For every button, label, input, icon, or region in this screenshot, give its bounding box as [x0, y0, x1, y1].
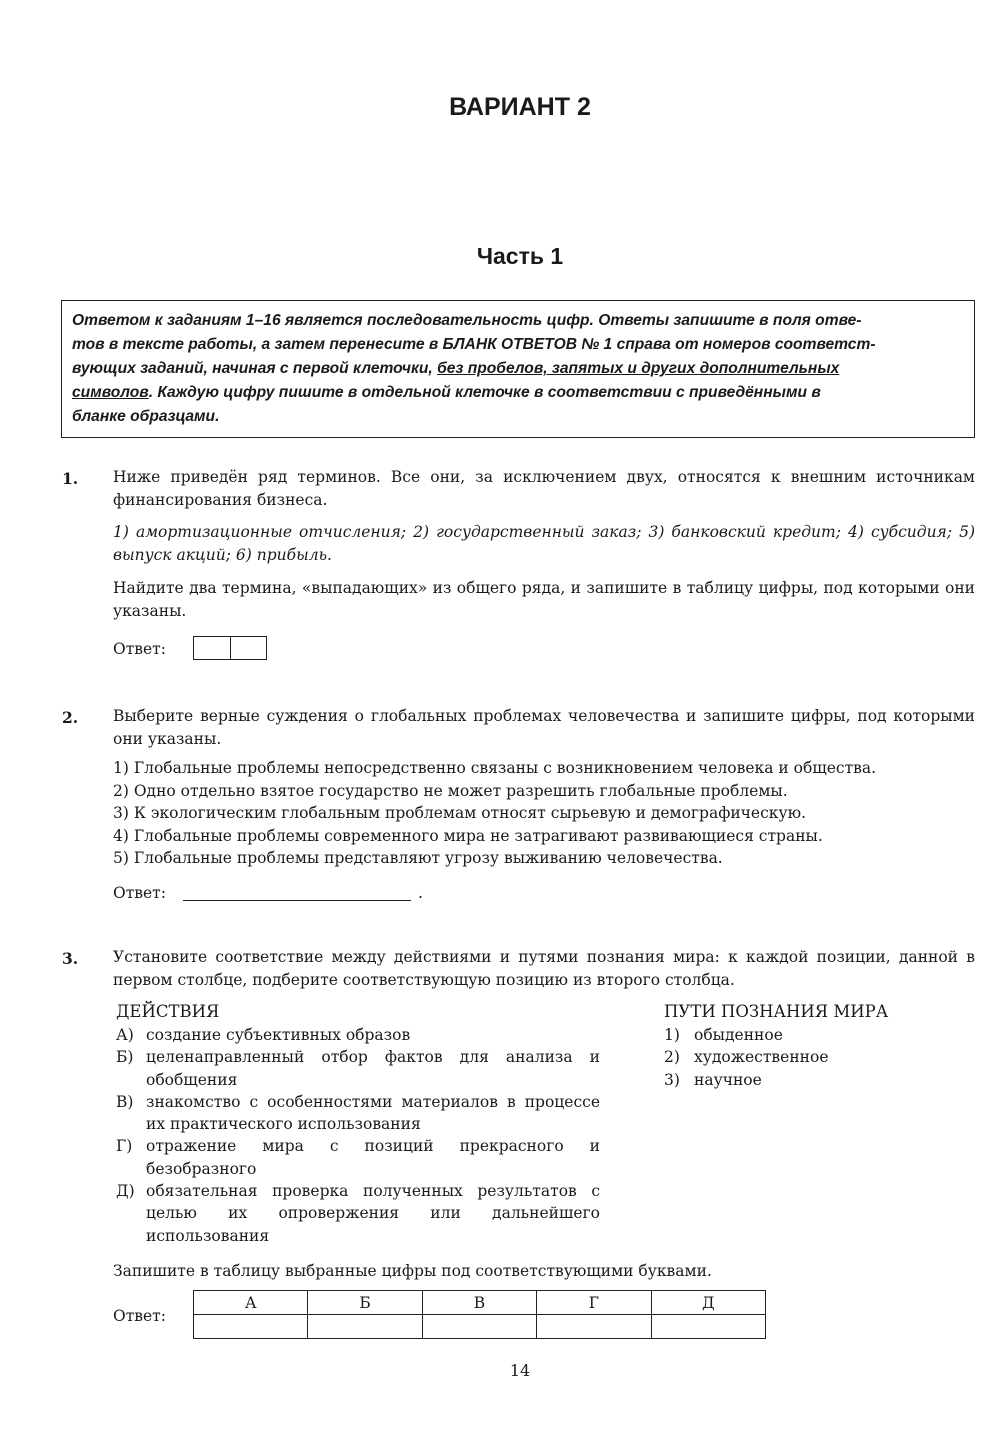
item-label: 2) — [664, 1048, 680, 1067]
task-2-answer-label: Ответ: — [113, 884, 166, 902]
item-text: создание субъективных образов — [146, 1026, 411, 1044]
task-2-answer-line[interactable] — [183, 900, 411, 901]
item-label: Г) — [116, 1137, 133, 1156]
table-header-cell: А — [194, 1291, 308, 1315]
table-header-cell: Б — [308, 1291, 422, 1315]
answer-cell[interactable] — [230, 637, 267, 659]
task-1-text: Ниже приведён ряд терминов. Все они, за исключением двух, относятся к внешним источникам финансирования бизнеса. — [113, 468, 975, 509]
table-header-cell: Д — [651, 1291, 765, 1315]
item-label: 1) — [664, 1026, 680, 1044]
option-item: 1) Глобальные проблемы непосредственно связаны с возникновением человека и общества. — [113, 759, 877, 777]
item-label: Б) — [116, 1048, 134, 1067]
part-title: Часть 1 — [476, 243, 564, 269]
answer-cell[interactable] — [194, 1315, 308, 1339]
task-3-table-instruction: Запишите в таблицу выбранные цифры под соответствующими буквами. — [113, 1262, 712, 1280]
item-text: научное — [694, 1070, 762, 1089]
item-text: обязательная проверка полученных результатов с целью их опровержения или дальнейшего использования — [146, 1182, 600, 1245]
instructions-box — [61, 300, 975, 438]
ways-list — [664, 1024, 964, 1091]
task-3-answer-label: Ответ: — [113, 1307, 166, 1325]
instructions-underlined: символов — [72, 384, 149, 401]
task-3-number: 3. — [62, 949, 79, 968]
instructions-text: вующих заданий, начиная с первой клеточки, — [72, 360, 438, 377]
list-item — [116, 1180, 600, 1247]
instructions-line: Ответом к заданиям 1–16 является последовательность цифр. Ответы запишите в поля отве- — [72, 312, 862, 329]
task-3-answer-table — [193, 1290, 766, 1339]
instructions-line: бланке образцами. — [72, 408, 220, 425]
option-item: 3) К экологическим глобальным проблемам относят сырьевую и демографическую. — [113, 804, 807, 822]
answer-cell[interactable] — [194, 637, 230, 659]
instructions-line: тов в тексте работы, а затем перенесите в БЛАНК ОТВЕТОВ № 1 справа от номеров соответст- — [72, 336, 876, 353]
answer-cell[interactable] — [422, 1315, 536, 1339]
actions-header: ДЕЙСТВИЯ — [116, 1002, 220, 1021]
item-label: А) — [116, 1026, 134, 1044]
variant-title: ВАРИАНТ 2 — [449, 93, 591, 121]
task-1-answer-label: Ответ: — [113, 640, 166, 658]
list-item — [664, 1046, 964, 1068]
list-item — [664, 1024, 964, 1046]
instructions-underlined: без пробелов, запятых и других дополнительных — [437, 360, 840, 377]
task-1-terms: 1) амортизационные отчисления; 2) государственный заказ; 3) банковский кредит; 4) субсидия; 5) выпуск акций; 6) прибыль. — [113, 523, 975, 564]
task-3-text: Установите соответствие между действиями и путями познания мира: к каждой позиции, данной в первом столбце, подберите соответствующую позицию из второго столбца. — [113, 948, 975, 989]
instructions-line — [72, 381, 964, 405]
item-label: Д) — [116, 1182, 135, 1201]
item-label: 3) — [664, 1070, 680, 1089]
table-header-cell: В — [422, 1291, 536, 1315]
task-2-text: Выберите верные суждения о глобальных проблемах человечества и запишите цифры, под которыми они указаны. — [113, 707, 975, 748]
task-2-answer-end: . — [418, 884, 423, 902]
option-item: 5) Глобальные проблемы представляют угрозу выживанию человечества. — [113, 849, 723, 867]
list-item — [116, 1024, 600, 1046]
list-item — [664, 1069, 964, 1091]
task-2-number: 2. — [62, 708, 79, 727]
task-1-answer-boxes[interactable] — [193, 636, 267, 660]
ways-header: ПУТИ ПОЗНАНИЯ МИРА — [664, 1002, 889, 1021]
list-item — [116, 1091, 600, 1136]
item-text: знакомство с особенностями материалов в процессе их практического использования — [146, 1092, 600, 1134]
item-text: целенаправленный отбор фактов для анализа и обобщения — [146, 1048, 600, 1089]
list-item — [116, 1135, 600, 1180]
task-2-options — [113, 757, 975, 870]
item-text: художественное — [694, 1048, 829, 1067]
option-item: 4) Глобальные проблемы современного мира не затрагивают развивающиеся страны. — [113, 826, 823, 845]
actions-list — [116, 1024, 600, 1247]
list-item — [116, 1046, 600, 1091]
answer-cell[interactable] — [537, 1315, 651, 1339]
item-text: отражение мира с позиций прекрасного и безобразного — [146, 1137, 600, 1178]
page-number: 14 — [509, 1361, 531, 1380]
instructions-line — [72, 357, 964, 381]
table-answer-row — [194, 1315, 766, 1339]
item-text: обыденное — [694, 1026, 783, 1044]
table-header-row — [194, 1291, 766, 1315]
table-header-cell: Г — [537, 1291, 651, 1315]
answer-cell[interactable] — [651, 1315, 765, 1339]
task-1-question: Найдите два термина, «выпадающих» из общего ряда, и запишите в таблицу цифры, под которыми они указаны. — [113, 579, 975, 620]
answer-cell[interactable] — [308, 1315, 422, 1339]
option-item: 2) Одно отдельно взятое государство не может разрешить глобальные проблемы. — [113, 781, 788, 800]
task-1-number: 1. — [62, 469, 79, 488]
instructions-text: . Каждую цифру пишите в отдельной клеточке в соответствии с приведёнными в — [148, 384, 821, 401]
item-label: В) — [116, 1092, 134, 1111]
